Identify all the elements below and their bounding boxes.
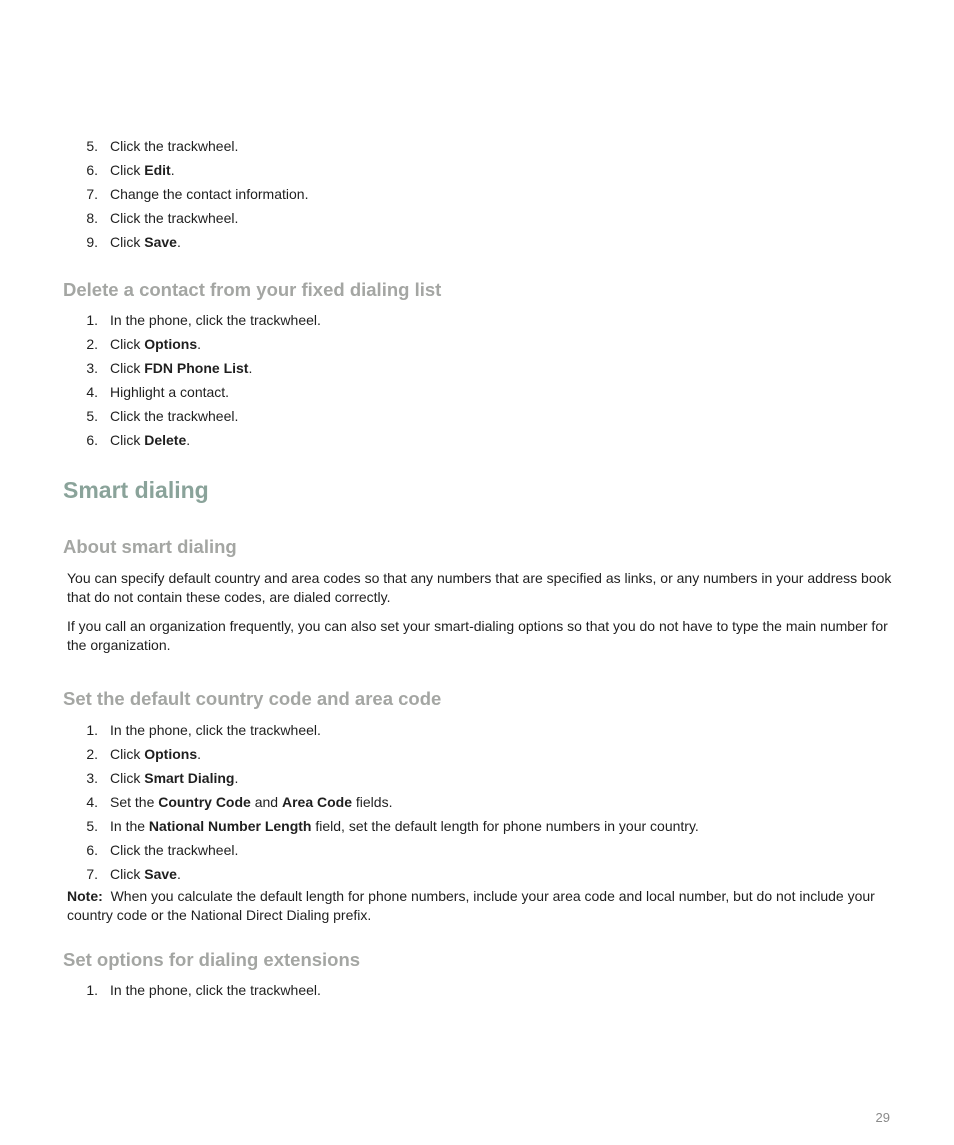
step-text: Click the trackwheel. [110,408,239,424]
step-text: field, set the default length for phone numbers in your country. [311,818,699,834]
page-number: 29 [875,1110,890,1125]
list-item [64,814,699,838]
step-number: 4. [86,794,98,810]
ui-term: Save [144,234,177,250]
ui-term: Area Code [281,794,352,810]
step-number: 5. [86,408,98,424]
step-number: 2. [86,336,98,352]
list-item [64,230,308,254]
step-text: and [250,794,282,810]
step-text: Click the trackwheel. [110,138,239,154]
step-text: . [248,360,253,376]
default-codes-steps [64,718,699,886]
step-text: Click [110,866,145,882]
step-number: 1. [86,722,98,738]
step-text: Change the contact information. [110,186,309,202]
dialing-extensions-steps [64,978,321,1002]
note-label: Note: [67,888,103,904]
about-paragraph-1: You can specify default country and area codes so that any numbers that are specified as links, or any numbers in your address book that do not contain these codes, are dialed correctly. [67,570,892,605]
ui-term: Edit [144,162,171,178]
list-item [64,862,699,886]
step-number: 6. [86,432,98,448]
smart-dialing-title: Smart dialing [63,477,209,503]
list-item [64,206,308,230]
ui-term: National Number Length [148,818,312,834]
step-text: . [234,770,239,786]
step-text: Click the trackwheel. [110,210,239,226]
about-smart-dialing-heading: About smart dialing [63,536,237,557]
step-text: Click [110,432,145,448]
step-number: 3. [86,770,98,786]
step-number: 5. [86,138,98,154]
delete-contact-heading: Delete a contact from your fixed dialing list [63,279,442,300]
step-number: 9. [86,234,98,250]
step-number: 1. [86,982,98,998]
list-item [64,838,699,862]
step-text: Click [110,360,145,376]
step-number: 1. [86,312,98,328]
ui-term: Options [144,746,198,762]
delete-contact-steps [64,308,321,452]
step-text: . [176,866,181,882]
step-number: 3. [86,360,98,376]
step-text: . [176,234,181,250]
list-item [64,718,699,742]
step-number: 7. [86,186,98,202]
list-item [64,332,321,356]
list-item [64,978,321,1002]
ui-term: Smart Dialing [144,770,235,786]
step-text: Click the trackwheel. [110,842,239,858]
step-text: Click [110,336,145,352]
step-number: 2. [86,746,98,762]
about-paragraph-2: If you call an organization frequently, you can also set your smart-dialing options so that you do not have to type the main number for the organization. [67,618,888,653]
step-text: . [197,336,202,352]
ui-term: Country Code [158,794,251,810]
step-number: 7. [86,866,98,882]
step-number: 8. [86,210,98,226]
list-item [64,790,699,814]
step-text: fields. [352,794,393,810]
step-text: Click [110,746,145,762]
list-item [64,766,699,790]
default-codes-heading: Set the default country code and area code [63,688,442,709]
step-text: Highlight a contact. [110,384,230,400]
list-item [64,356,321,380]
step-text: Click [110,162,145,178]
step-text: Set the [110,794,159,810]
note-text: When you calculate the default length for phone numbers, include your area code and local number, but do not include your country code or the National Direct Dialing prefix. [67,888,875,923]
step-text: . [197,746,202,762]
note-paragraph [67,887,897,925]
list-item [64,182,308,206]
ui-term: FDN Phone List [144,360,249,376]
dialing-extensions-heading: Set options for dialing extensions [63,949,361,970]
step-number: 6. [86,162,98,178]
list-item [64,158,308,182]
list-item [64,428,321,452]
list-item [64,134,308,158]
step-text: Click [110,234,145,250]
step-number: 6. [86,842,98,858]
step-text: In the [110,818,149,834]
step-text: In the phone, click the trackwheel. [110,722,321,738]
edit-contact-steps [64,134,308,254]
list-item [64,404,321,428]
step-number: 4. [86,384,98,400]
step-text: In the phone, click the trackwheel. [110,312,321,328]
ui-term: Save [144,866,177,882]
list-item [64,308,321,332]
list-item [64,742,699,766]
ui-term: Options [144,336,198,352]
step-text: . [186,432,191,448]
step-text: Click [110,770,145,786]
ui-term: Delete [144,432,187,448]
step-text: In the phone, click the trackwheel. [110,982,321,998]
step-number: 5. [86,818,98,834]
list-item [64,380,321,404]
step-text: . [170,162,175,178]
